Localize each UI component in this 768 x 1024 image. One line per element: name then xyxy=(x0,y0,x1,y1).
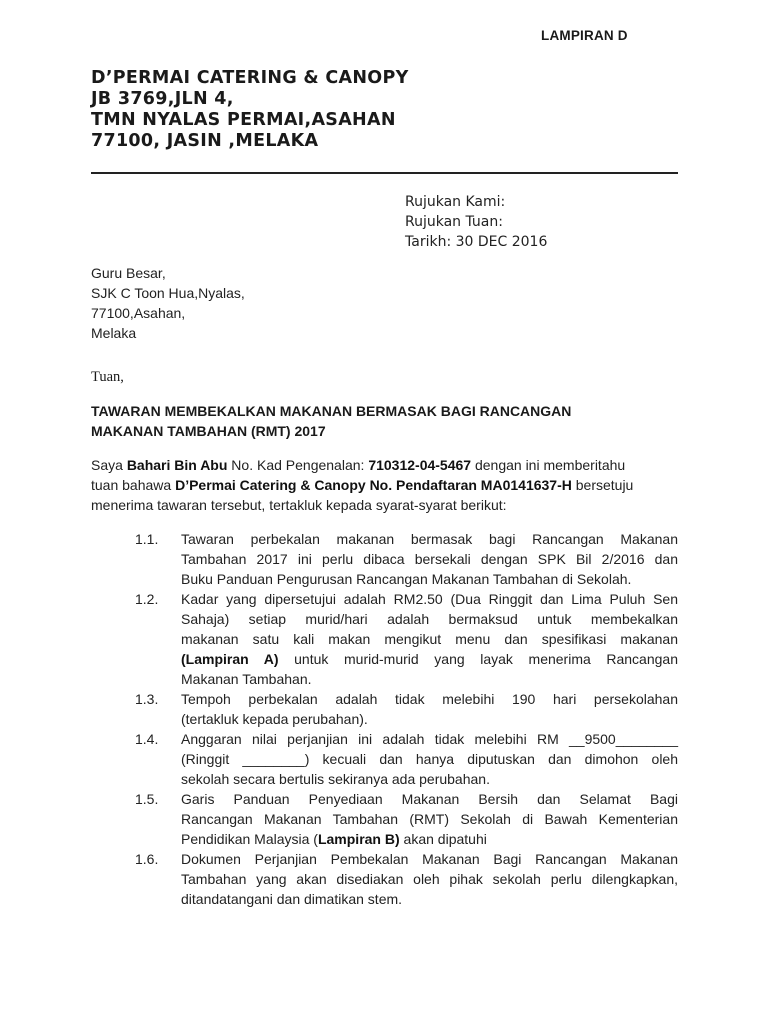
item-number: 1.1. xyxy=(135,531,159,547)
recipient-address xyxy=(91,263,245,343)
text-line: Kadar yang dipersetujui adalah RM2.50 (Dua Ringgit dan Lima Puluh Sen xyxy=(181,591,678,607)
text-line: Anggaran nilai perjanjian ini adalah tidak melebihi RM __9500________ xyxy=(181,731,678,747)
list-item xyxy=(91,849,679,909)
list-item xyxy=(91,689,679,729)
text-line: sekolah secara bertulis sekiranya ada perubahan. xyxy=(181,771,490,787)
text-line: Dokumen Perjanjian Pembekalan Makanan Bagi Rancangan Makanan xyxy=(181,851,678,867)
list-item xyxy=(91,529,679,589)
text-line: Sahaja) setiap murid/hari adalah bermaksud untuk membekalkan xyxy=(181,611,678,627)
letter-subject xyxy=(91,401,681,441)
text-line: (tertakluk kepada perubahan). xyxy=(181,711,368,727)
header-divider xyxy=(91,172,678,174)
intro-line xyxy=(91,455,679,475)
text-span: untuk murid-murid yang layak menerima Rancangan xyxy=(278,651,678,667)
item-number: 1.2. xyxy=(135,591,159,607)
text-span: bersetuju xyxy=(571,477,634,493)
text-line: Tempoh perbekalan adalah tidak melebihi 190 hari persekolahan xyxy=(181,691,678,707)
text-span: akan dipatuhi xyxy=(399,831,487,847)
text-span: tuan bahawa xyxy=(91,477,176,493)
text-line: Tawaran perbekalan makanan bermasak bagi Rancangan Makanan xyxy=(181,531,678,547)
subject-line: MAKANAN TAMBAHAN (RMT) 2017 xyxy=(91,423,326,439)
recipient-line: Guru Besar, xyxy=(91,265,166,281)
ic-number: 710312-04-5467 xyxy=(368,457,472,473)
company-address-line: TMN NYALAS PERMAI,ASAHAN xyxy=(91,110,396,130)
item-text xyxy=(181,689,678,729)
text-line: makanan satu kali makan mengikut menu dan spesifikasi makanan xyxy=(181,631,678,647)
text-line: Tambahan yang akan disediakan oleh pihak sekolah perlu dilengkapkan, xyxy=(181,871,678,887)
intro-paragraph xyxy=(91,455,679,515)
item-text xyxy=(181,789,678,849)
text-line: Garis Panduan Penyediaan Makanan Bersih dan Selamat Bagi xyxy=(181,791,678,807)
company-registration: D’Permai Catering & Canopy No. Pendaftaran MA0141637-H xyxy=(175,477,572,493)
company-address xyxy=(91,68,409,152)
letter-date: Tarikh: 30 DEC 2016 xyxy=(405,234,548,250)
intro-line: menerima tawaran tersebut, tertakluk kepada syarat-syarat berikut: xyxy=(91,497,507,513)
item-number: 1.3. xyxy=(135,691,159,707)
recipient-line: 77100,Asahan, xyxy=(91,305,186,321)
company-address-line: JB 3769,JLN 4, xyxy=(91,89,234,109)
recipient-line: Melaka xyxy=(91,325,137,341)
text-line: ditandatangani dan dimatikan stem. xyxy=(181,891,403,907)
text-span: Pendidikan Malaysia ( xyxy=(181,831,318,847)
company-name: D’PERMAI CATERING & CANOPY xyxy=(91,68,409,88)
list-item xyxy=(91,789,679,849)
item-text xyxy=(181,729,678,789)
text-line: Tambahan 2017 ini perlu dibaca bersekali dengan SPK Bil 2/2016 dan xyxy=(181,551,678,567)
text-span: Saya xyxy=(91,457,127,473)
text-line: Rancangan Makanan Tambahan (RMT) Sekolah di Bawah Kementerian xyxy=(181,811,678,827)
salutation: Tuan, xyxy=(91,369,124,385)
list-item xyxy=(91,589,679,689)
item-text xyxy=(181,529,678,589)
text-line xyxy=(181,649,678,669)
company-address-line: 77100, JASIN ,MELAKA xyxy=(91,131,319,151)
text-line xyxy=(181,829,678,849)
list-item xyxy=(91,729,679,789)
item-number: 1.4. xyxy=(135,731,159,747)
item-number: 1.6. xyxy=(135,851,159,867)
text-line: Buku Panduan Pengurusan Rancangan Makanan Tambahan di Sekolah. xyxy=(181,571,632,587)
item-text xyxy=(181,849,678,909)
attachment-label: LAMPIRAN D xyxy=(541,28,628,43)
item-number: 1.5. xyxy=(135,791,159,807)
attachment-ref: Lampiran B) xyxy=(317,831,400,847)
item-text xyxy=(181,589,678,689)
text-line: Makanan Tambahan. xyxy=(181,671,312,687)
our-reference: Rujukan Kami: xyxy=(405,194,506,210)
subject-line: TAWARAN MEMBEKALKAN MAKANAN BERMASAK BAGI RANCANGAN xyxy=(91,403,572,419)
intro-line xyxy=(91,475,679,495)
text-span: No. Kad Pengenalan: xyxy=(227,457,369,473)
attachment-ref: (Lampiran A) xyxy=(181,651,279,667)
text-span: dengan ini memberitahu xyxy=(471,457,626,473)
reference-block xyxy=(405,192,547,252)
your-reference: Rujukan Tuan: xyxy=(405,214,503,230)
recipient-line: SJK C Toon Hua,Nyalas, xyxy=(91,285,245,301)
signatory-name: Bahari Bin Abu xyxy=(126,457,228,473)
text-line: (Ringgit ________) kecuali dan hanya diputuskan dan dimohon oleh xyxy=(181,751,678,767)
terms-list xyxy=(91,529,679,909)
